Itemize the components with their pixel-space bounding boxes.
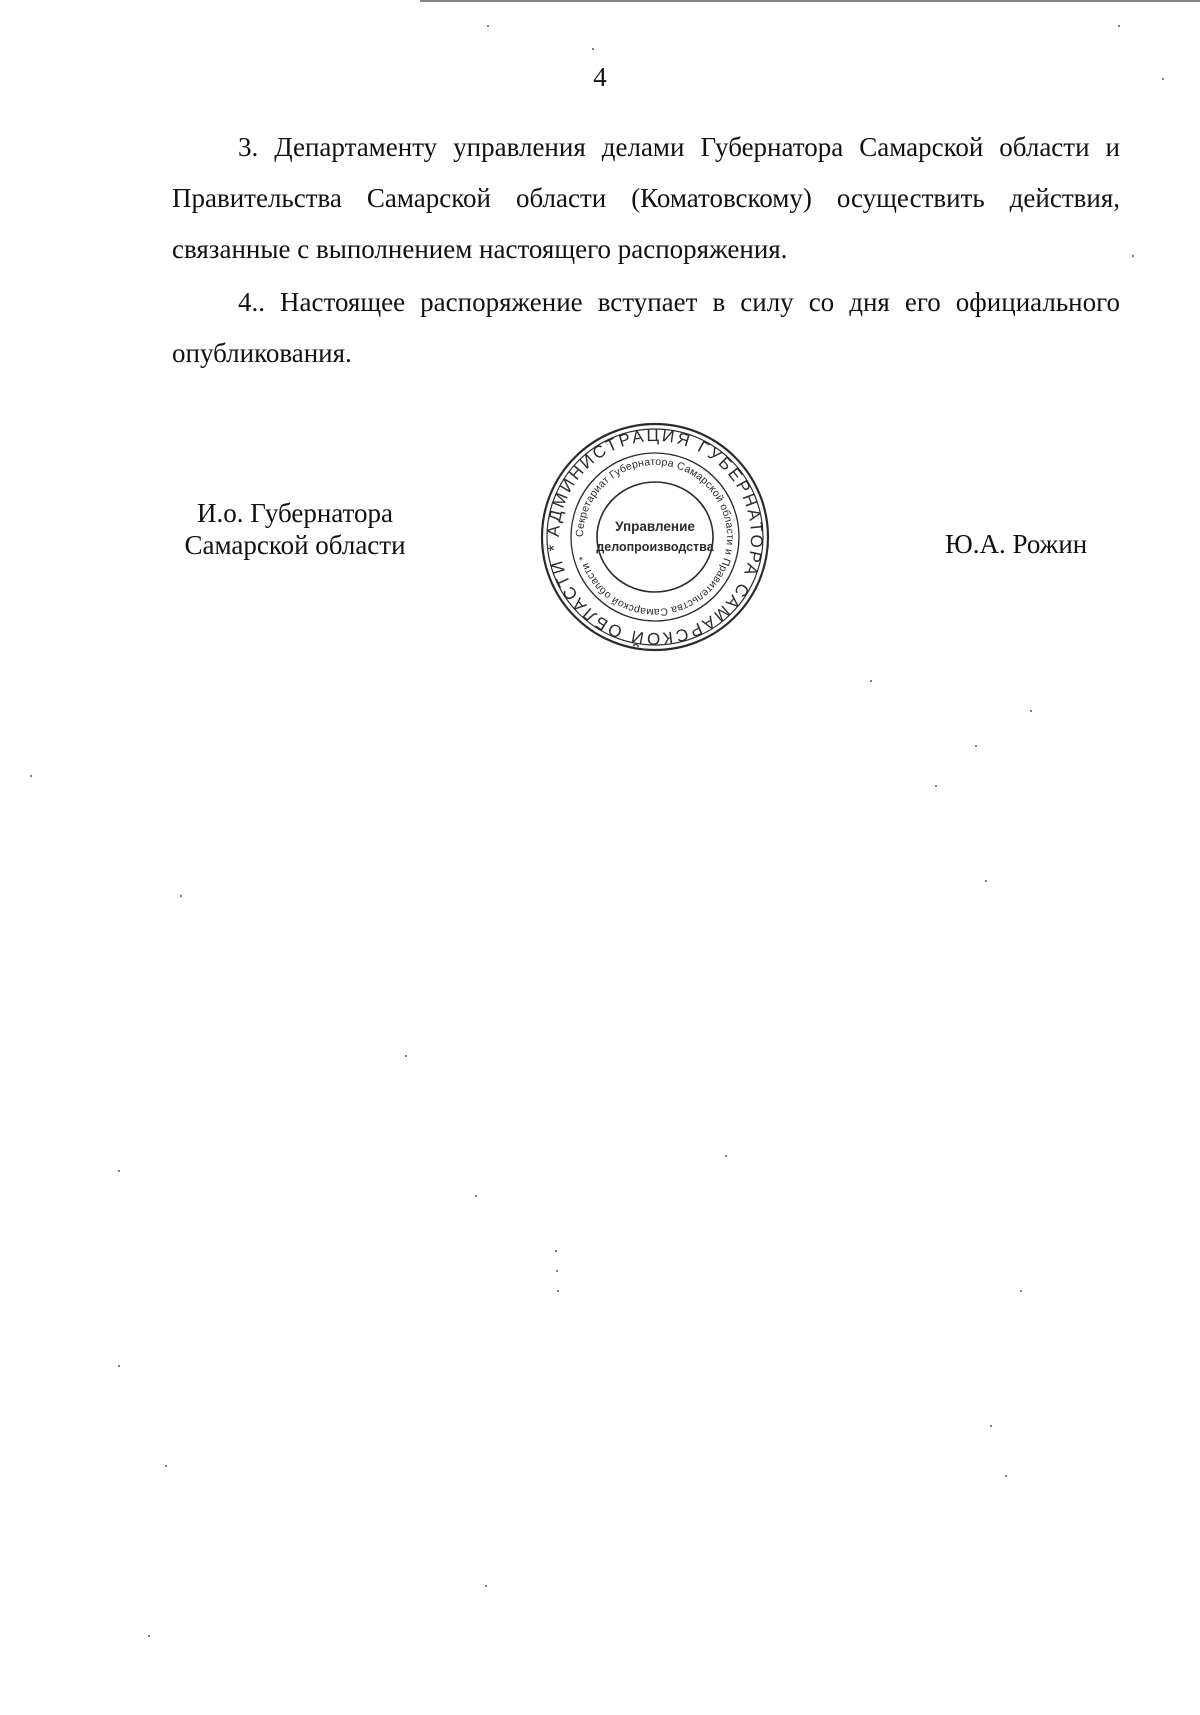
scan-speck <box>30 775 32 777</box>
scan-speck <box>985 880 987 882</box>
scan-speck <box>592 48 594 50</box>
scan-speck <box>148 1635 150 1637</box>
seal-inner-text: Секретариат Губернатора Самарской области и Правительства Самарской области * <box>573 455 737 619</box>
scan-speck <box>870 680 872 682</box>
signatory-position <box>165 497 425 561</box>
document-body <box>172 122 1120 381</box>
scan-speck <box>180 895 182 897</box>
seal-graphic <box>538 420 772 654</box>
scan-speck <box>935 785 937 787</box>
scan-speck <box>725 1155 727 1157</box>
paragraph-4: 4.. Настоящее распоряжение вступает в силу со дня его официального опубликования. <box>172 287 1120 368</box>
scan-speck <box>1132 255 1134 257</box>
page-number: 4 <box>593 62 607 92</box>
signatory-position-line2: Самарской области <box>184 530 406 560</box>
scan-speck <box>405 1055 407 1057</box>
seal-center-line2: делопроизводства <box>596 540 714 554</box>
seal-outer-text: АДМИНИСТРАЦИЯ ГУБЕРНАТОРА САМАРСКОЙ ОБЛАСТИ * <box>543 425 767 649</box>
scan-speck <box>555 1250 557 1252</box>
seal-center-line1: Управление <box>615 519 695 534</box>
scan-speck <box>118 1365 120 1367</box>
scan-speck <box>475 1195 477 1197</box>
paragraph-3: 3. Департаменту управления делами Губернатора Самарской области и Правительства Самарской области (Коматовскому) осуществить действия, связанные с выполнением настоящего распоряжения. <box>172 132 1120 264</box>
scan-speck <box>1162 78 1164 80</box>
top-edge-rule <box>420 0 1200 2</box>
scan-speck <box>1020 1290 1022 1292</box>
scan-speck <box>990 1425 992 1427</box>
scan-speck <box>118 1170 120 1172</box>
scan-speck <box>485 1585 487 1587</box>
scan-speck <box>1118 25 1120 27</box>
scan-speck <box>975 745 977 747</box>
signatory-name: Ю.А. Рожин <box>945 529 1088 559</box>
signatory-position-line1: И.о. Губернатора <box>196 498 393 528</box>
scan-speck <box>556 1270 558 1272</box>
svg-text:Секретариат Губернатора Самарс <box>574 456 736 618</box>
scan-speck <box>165 1465 167 1467</box>
scan-speck <box>1005 1475 1007 1477</box>
scan-speck <box>487 25 489 27</box>
scan-speck <box>557 1290 559 1292</box>
official-seal <box>538 420 772 654</box>
scan-speck <box>1030 710 1032 712</box>
